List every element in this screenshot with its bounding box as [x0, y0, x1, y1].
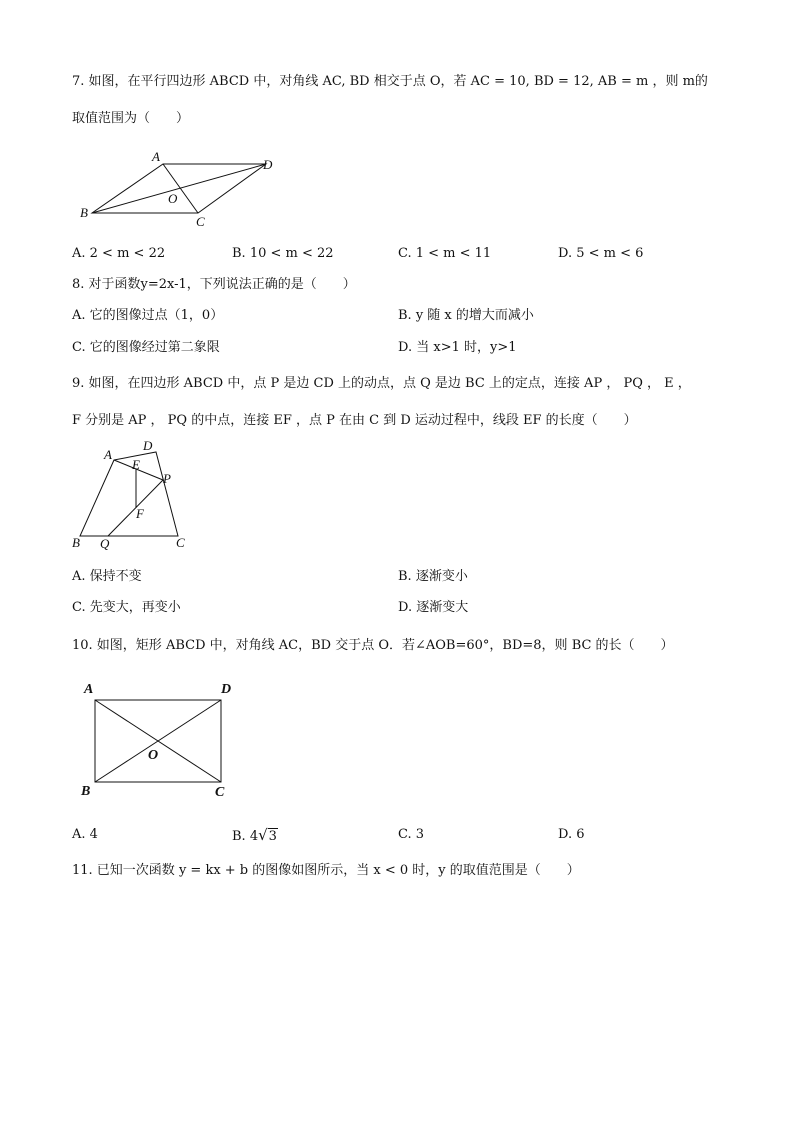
q10-rectangle-figure — [78, 678, 248, 803]
q9-option-d: D. 逐渐变大 — [398, 600, 469, 615]
q8-option-c: C. 它的图像经过第二象限 — [72, 340, 220, 355]
q7-option-d: D. 5 < m < 6 — [558, 246, 644, 261]
q7-stem-line2: 取值范围为（ ） — [72, 111, 190, 126]
q7-label-d: D — [263, 157, 273, 172]
q11-stem: 11. 已知一次函数 y = kx + b 的图像如图所示，当 x < 0 时，y 的取值范围是（ ） — [72, 863, 580, 878]
q10-option-b-radicand: 3 — [268, 829, 277, 844]
q7-option-b: B. 10 < m < 22 — [232, 246, 334, 261]
q7-label-a: A — [152, 149, 160, 164]
q9-label-c: C — [176, 535, 185, 550]
q9-label-d: D — [143, 438, 153, 453]
q10-option-b — [232, 826, 278, 846]
q10-label-a: A — [84, 682, 94, 697]
q9-option-c: C. 先变大，再变小 — [72, 600, 181, 615]
q9-label-p: P — [163, 471, 171, 486]
q10-option-d: D. 6 — [558, 827, 585, 842]
q9-label-f: F — [136, 506, 144, 521]
q10-label-c: C — [215, 785, 225, 800]
q9-label-q: Q — [100, 536, 110, 551]
q10-option-c: C. 3 — [398, 827, 425, 842]
q9-label-a: A — [104, 447, 112, 462]
q9-stem-line2: F 分别是 AP ， PQ 的中点，连接 EF ，点 P 在由 C 到 D 运动过程中，线段 EF 的长度（ ） — [72, 413, 637, 428]
q9-option-b: B. 逐渐变小 — [398, 569, 468, 584]
q10-stem: 10. 如图，矩形 ABCD 中，对角线 AC，BD 交于点 O．若∠AOB=60°，BD=8，则 BC 的长（ ） — [72, 638, 674, 653]
q8-option-b: B. y 随 x 的增大而减小 — [398, 308, 534, 323]
q7-diagonal-bd — [92, 164, 266, 213]
q7-option-a: A. 2 < m < 22 — [72, 246, 166, 261]
q8-stem: 8. 对于函数y=2x-1，下列说法正确的是（ ） — [72, 277, 356, 292]
q10-option-a: A. 4 — [72, 827, 98, 842]
q10-option-b-prefix: B. 4 — [232, 829, 259, 844]
q7-option-c: C. 1 < m < 11 — [398, 246, 492, 261]
q8-option-d: D. 当 x>1 时，y>1 — [398, 340, 517, 355]
q7-parallelogram-figure — [72, 148, 292, 228]
q10-label-b: B — [81, 784, 91, 799]
q10-option-b-sqrt-sign: √ — [258, 826, 268, 844]
q7-stem-line1: 7. 如图，在平行四边形 ABCD 中，对角线 AC, BD 相交于点 O，若 AC = 10, BD = 12, AB = m ，则 m的 — [72, 74, 708, 89]
q9-label-b: B — [72, 535, 80, 550]
q8-option-a: A. 它的图像过点（1，0） — [72, 308, 224, 323]
q9-option-a: A. 保持不变 — [72, 569, 142, 584]
q9-quadrilateral-outline — [80, 452, 178, 536]
q7-label-c: C — [196, 214, 205, 228]
q10-label-o: O — [148, 748, 159, 763]
q7-label-b: B — [80, 205, 88, 220]
q10-label-d: D — [221, 682, 232, 697]
q7-label-o: O — [168, 191, 178, 206]
q9-label-e: E — [132, 457, 140, 472]
q9-quadrilateral-figure — [70, 438, 200, 553]
q9-stem-line1: 9. 如图，在四边形 ABCD 中，点 P 是边 CD 上的动点，点 Q 是边 BC 上的定点，连接 AP ， PQ ， E ， — [72, 376, 691, 391]
